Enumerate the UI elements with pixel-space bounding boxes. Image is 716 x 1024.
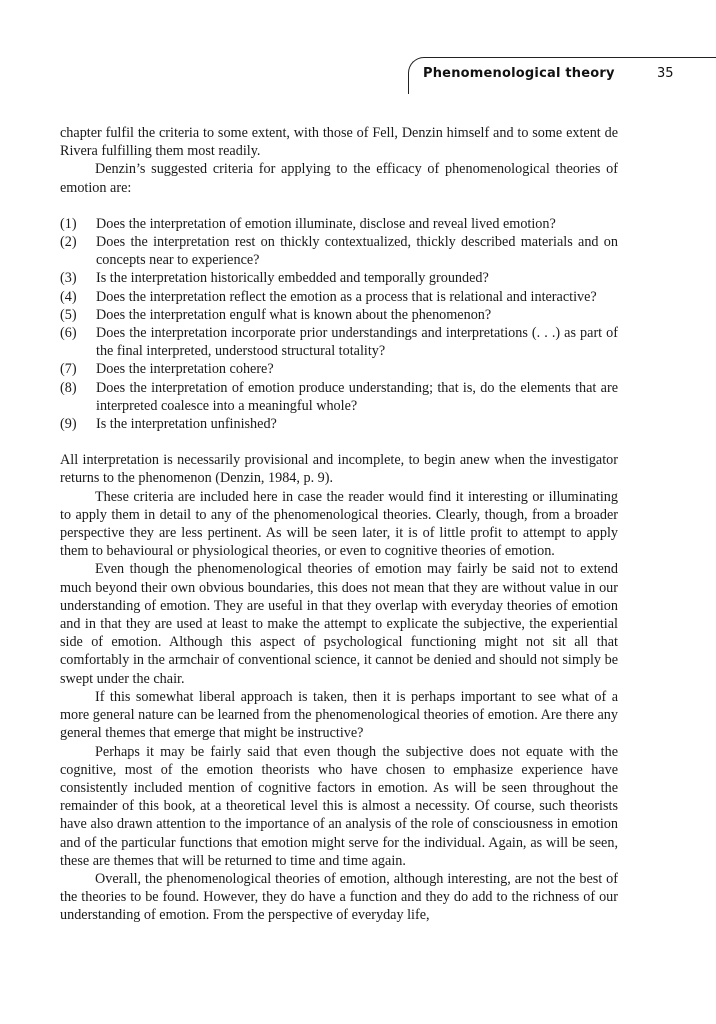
list-item — [60, 233, 618, 269]
paragraph: Even though the phenomenological theories of emotion may fairly be said not to extend much beyond their own obvious boundaries, this does not mean that they are without value in our understanding of emotion. They are useful in that they overlap with everyday theories of emotion and in that they are used at least to make the attempt to explicate the subjective, the experiential side of emotion. Although this aspect of psychological functioning might not sit all that comfortably in the armchair of conventional science, it cannot be denied and should not simply be swept under the chair. — [60, 561, 618, 687]
list-item-text: Does the interpretation of emotion produce understanding; that is, do the elements that are interpreted coalesce into a meaningful whole? — [96, 379, 618, 414]
list-item-number: (4) — [60, 288, 77, 305]
list-item-text: Does the interpretation incorporate prior understandings and interpretations (. . .) as part of the final interpreted, understood structural totality? — [96, 325, 618, 360]
paragraph: Overall, the phenomenological theories of emotion, although interesting, are not the best of the theories to be found. However, they do have a function and they do add to the richness of our understanding of emotion. From the perspective of everyday life, — [60, 870, 618, 924]
list-item-number: (6) — [60, 325, 77, 342]
criteria-list — [60, 215, 618, 433]
list-item — [60, 415, 618, 433]
paragraph: Perhaps it may be fairly said that even though the subjective does not equate with the cognitive, most of the emotion theorists who have chosen to emphasize experience have consistently included mention of cognitive factors in emotion. As will be seen throughout the remainder of this book, at a theoretical level this is almost a necessity. Of course, such theorists have also drawn attention to the importance of an analysis of the role of consciousness in emotion and of the particular functions that emotion might serve for the individual. Again, as will be seen, these are themes that will be returned to time and time again. — [60, 743, 618, 869]
list-item — [60, 324, 618, 360]
list-item-text: Does the interpretation rest on thickly contextualized, thickly described materials and on concepts near to experience? — [96, 234, 618, 269]
list-item-number: (2) — [60, 234, 77, 251]
paragraph: chapter fulfil the criteria to some extent, with those of Fell, Denzin himself and to some extent de Rivera fulfilling them most readily. — [60, 125, 618, 160]
list-item — [60, 306, 618, 324]
list-item-number: (3) — [60, 270, 77, 287]
list-item-number: (8) — [60, 379, 77, 396]
paragraph: These criteria are included here in case the reader would find it interesting or illuminating to apply them in detail to any of the phenomenological theories. Clearly, though, from a broader perspective they are less pertinent. As will be seen later, it is of little profit to attempt to apply them to behavioural or physiological theories, or even to cognitive theories of emotion. — [60, 488, 618, 560]
list-item-text: Is the interpretation unfinished? — [96, 416, 277, 433]
list-item — [60, 379, 618, 415]
list-item — [60, 360, 618, 378]
list-item-text: Does the interpretation engulf what is known about the phenomenon? — [96, 306, 492, 323]
paragraph: All interpretation is necessarily provisional and incomplete, to begin anew when the investigator returns to the phenomenon (Denzin, 1984, p. 9). — [60, 452, 618, 487]
page-number: 35 — [657, 66, 674, 81]
paragraph: Denzin’s suggested criteria for applying to the efficacy of phenomenological theories of emotion are: — [60, 161, 618, 196]
list-item-text: Does the interpretation of emotion illuminate, disclose and reveal lived emotion? — [96, 215, 556, 232]
list-item — [60, 269, 618, 287]
paragraph: If this somewhat liberal approach is taken, then it is perhaps important to see what of a more general nature can be learned from the phenomenological theories of emotion. Are there any general themes that emerge that might be instructive? — [60, 688, 618, 742]
list-item-number: (1) — [60, 215, 77, 232]
list-item-text: Is the interpretation historically embedded and temporally grounded? — [96, 270, 489, 287]
list-item — [60, 215, 618, 233]
list-item-number: (7) — [60, 361, 77, 378]
list-item-number: (9) — [60, 416, 77, 433]
list-item — [60, 288, 618, 306]
list-item-text: Does the interpretation reflect the emotion as a process that is relational and interactive? — [96, 288, 597, 305]
list-item-number: (5) — [60, 306, 77, 323]
body-text — [60, 124, 618, 925]
list-item-text: Does the interpretation cohere? — [96, 361, 274, 378]
running-header-title: Phenomenological theory — [423, 66, 615, 81]
